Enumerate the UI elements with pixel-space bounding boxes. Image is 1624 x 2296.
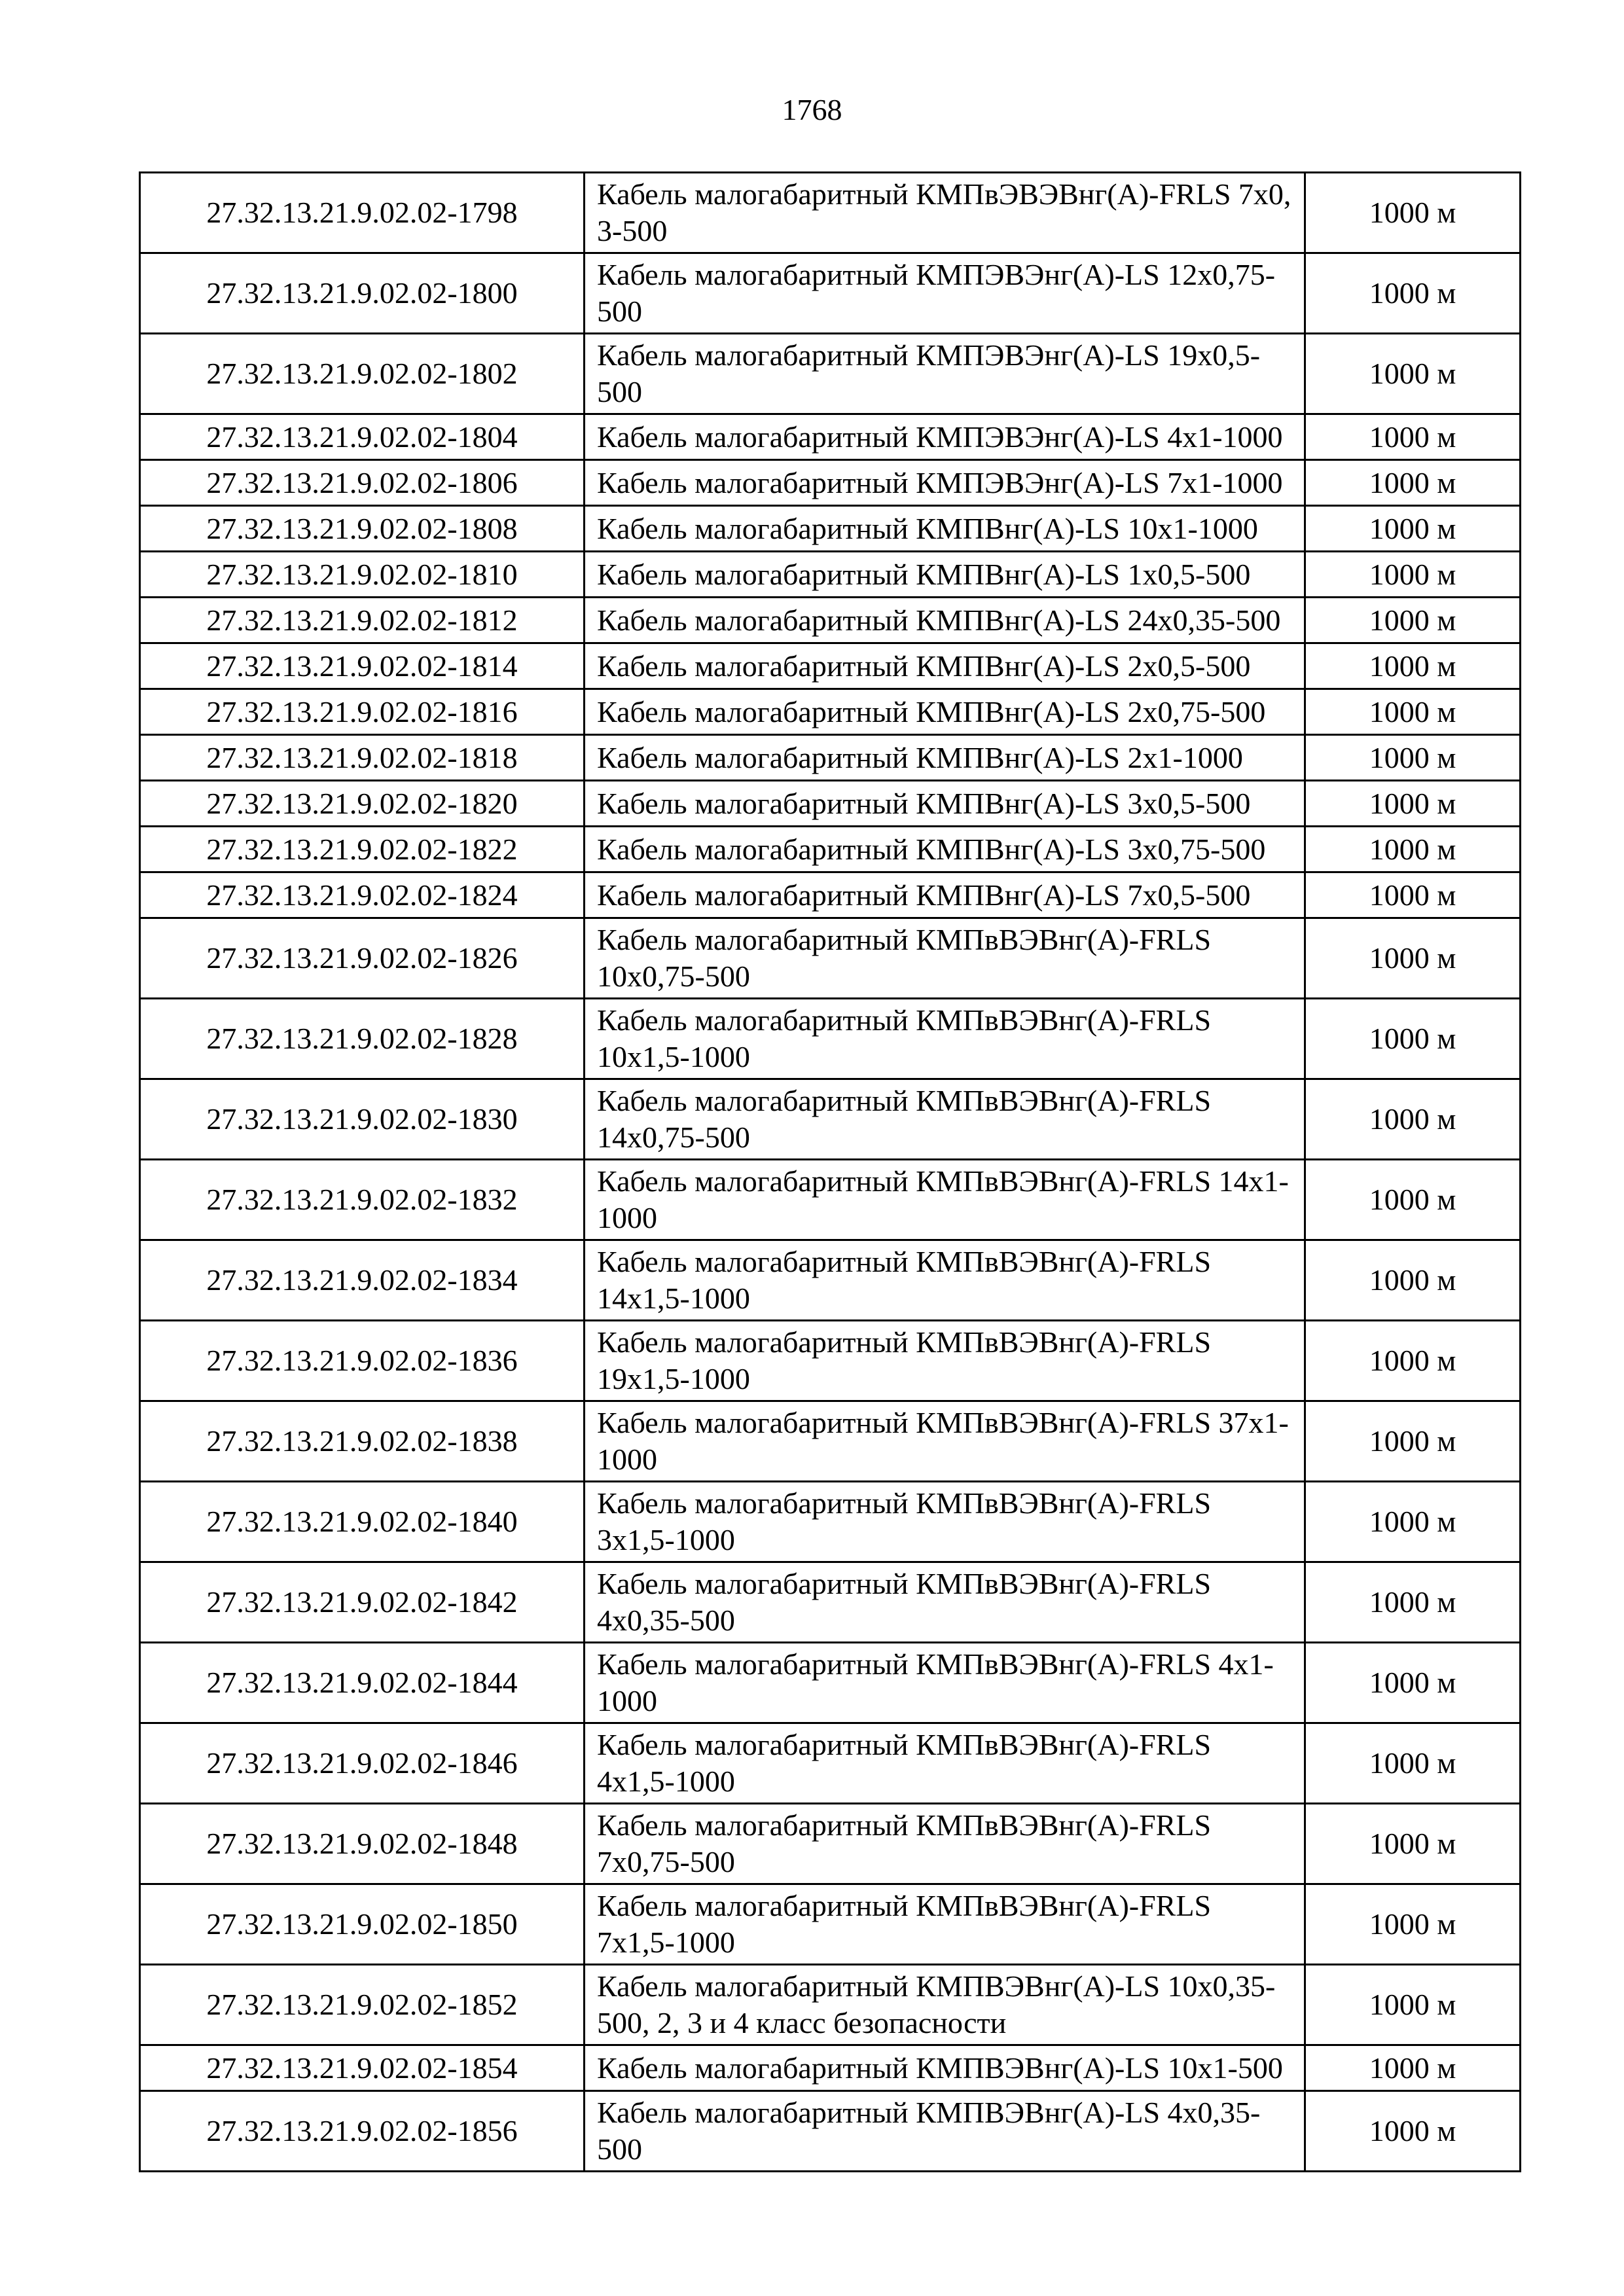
table-row xyxy=(140,643,1521,689)
item-name-cell: Кабель малогабаритный КМПВнг(А)-LS 3х0,75-500 xyxy=(585,827,1305,872)
item-code-cell: 27.32.13.21.9.02.02-1852 xyxy=(140,1965,585,2045)
item-unit-cell: 1000 м xyxy=(1305,918,1521,999)
table-row xyxy=(140,1884,1521,1965)
item-unit-cell: 1000 м xyxy=(1305,1240,1521,1321)
item-name-cell: Кабель малогабаритный КМПвВЭВнг(А)-FRLS 4х0,35-500 xyxy=(585,1562,1305,1643)
item-unit-cell: 1000 м xyxy=(1305,643,1521,689)
item-unit-cell: 1000 м xyxy=(1305,552,1521,598)
item-name-cell: Кабель малогабаритный КМПвВЭВнг(А)-FRLS 14х0,75-500 xyxy=(585,1079,1305,1160)
table-row xyxy=(140,918,1521,999)
table-row xyxy=(140,1482,1521,1562)
item-name-cell: Кабель малогабаритный КМПВнг(А)-LS 2х0,5-500 xyxy=(585,643,1305,689)
item-code-cell: 27.32.13.21.9.02.02-1822 xyxy=(140,827,585,872)
item-name-cell: Кабель малогабаритный КМПВнг(А)-LS 2х1-1000 xyxy=(585,735,1305,781)
item-name-cell: Кабель малогабаритный КМПЭВЭнг(А)-LS 12х0,75-500 xyxy=(585,253,1305,334)
item-code-cell: 27.32.13.21.9.02.02-1800 xyxy=(140,253,585,334)
item-code-cell: 27.32.13.21.9.02.02-1818 xyxy=(140,735,585,781)
item-code-cell: 27.32.13.21.9.02.02-1840 xyxy=(140,1482,585,1562)
table-row xyxy=(140,506,1521,552)
table-row xyxy=(140,253,1521,334)
item-unit-cell: 1000 м xyxy=(1305,1401,1521,1482)
table-row xyxy=(140,1321,1521,1401)
item-name-cell: Кабель малогабаритный КМПвВЭВнг(А)-FRLS 10х0,75-500 xyxy=(585,918,1305,999)
item-code-cell: 27.32.13.21.9.02.02-1838 xyxy=(140,1401,585,1482)
item-code-cell: 27.32.13.21.9.02.02-1816 xyxy=(140,689,585,735)
item-unit-cell: 1000 м xyxy=(1305,1804,1521,1884)
table-row xyxy=(140,1401,1521,1482)
item-code-cell: 27.32.13.21.9.02.02-1824 xyxy=(140,872,585,918)
table-row xyxy=(140,552,1521,598)
item-unit-cell: 1000 м xyxy=(1305,173,1521,253)
item-name-cell: Кабель малогабаритный КМПвЭВЭВнг(А)-FRLS 7х0, 3-500 xyxy=(585,173,1305,253)
item-code-cell: 27.32.13.21.9.02.02-1798 xyxy=(140,173,585,253)
table-row xyxy=(140,827,1521,872)
item-code-cell: 27.32.13.21.9.02.02-1832 xyxy=(140,1160,585,1240)
table-row xyxy=(140,2045,1521,2091)
table-row xyxy=(140,2091,1521,2172)
item-name-cell: Кабель малогабаритный КМПвВЭВнг(А)-FRLS 37х1-1000 xyxy=(585,1401,1305,1482)
item-code-cell: 27.32.13.21.9.02.02-1848 xyxy=(140,1804,585,1884)
table-row xyxy=(140,689,1521,735)
item-unit-cell: 1000 м xyxy=(1305,506,1521,552)
item-code-cell: 27.32.13.21.9.02.02-1834 xyxy=(140,1240,585,1321)
item-unit-cell: 1000 м xyxy=(1305,2045,1521,2091)
item-name-cell: Кабель малогабаритный КМПВнг(А)-LS 1х0,5-500 xyxy=(585,552,1305,598)
table-row xyxy=(140,735,1521,781)
item-code-cell: 27.32.13.21.9.02.02-1820 xyxy=(140,781,585,827)
item-code-cell: 27.32.13.21.9.02.02-1804 xyxy=(140,414,585,460)
item-code-cell: 27.32.13.21.9.02.02-1856 xyxy=(140,2091,585,2172)
item-name-cell: Кабель малогабаритный КМПвВЭВнг(А)-FRLS 3х1,5-1000 xyxy=(585,1482,1305,1562)
item-unit-cell: 1000 м xyxy=(1305,1643,1521,1723)
item-code-cell: 27.32.13.21.9.02.02-1808 xyxy=(140,506,585,552)
item-unit-cell: 1000 м xyxy=(1305,689,1521,735)
item-code-cell: 27.32.13.21.9.02.02-1828 xyxy=(140,999,585,1079)
item-name-cell: Кабель малогабаритный КМПвВЭВнг(А)-FRLS 10х1,5-1000 xyxy=(585,999,1305,1079)
table-row xyxy=(140,872,1521,918)
item-name-cell: Кабель малогабаритный КМПВнг(А)-LS 10х1-1000 xyxy=(585,506,1305,552)
item-code-cell: 27.32.13.21.9.02.02-1850 xyxy=(140,1884,585,1965)
item-name-cell: Кабель малогабаритный КМПвВЭВнг(А)-FRLS 14х1,5-1000 xyxy=(585,1240,1305,1321)
item-name-cell: Кабель малогабаритный КМПВнг(А)-LS 7х0,5-500 xyxy=(585,872,1305,918)
item-name-cell: Кабель малогабаритный КМПвВЭВнг(А)-FRLS 19х1,5-1000 xyxy=(585,1321,1305,1401)
table-row xyxy=(140,1643,1521,1723)
table-row xyxy=(140,1965,1521,2045)
table-row xyxy=(140,460,1521,506)
items-table xyxy=(139,171,1521,2172)
item-code-cell: 27.32.13.21.9.02.02-1814 xyxy=(140,643,585,689)
item-unit-cell: 1000 м xyxy=(1305,1562,1521,1643)
item-unit-cell: 1000 м xyxy=(1305,1482,1521,1562)
item-unit-cell: 1000 м xyxy=(1305,460,1521,506)
item-name-cell: Кабель малогабаритный КМПВЭВнг(А)-LS 4х0,35-500 xyxy=(585,2091,1305,2172)
item-unit-cell: 1000 м xyxy=(1305,1723,1521,1804)
item-unit-cell: 1000 м xyxy=(1305,414,1521,460)
item-code-cell: 27.32.13.21.9.02.02-1802 xyxy=(140,334,585,414)
item-unit-cell: 1000 м xyxy=(1305,1884,1521,1965)
item-code-cell: 27.32.13.21.9.02.02-1810 xyxy=(140,552,585,598)
item-unit-cell: 1000 м xyxy=(1305,827,1521,872)
table-row xyxy=(140,1240,1521,1321)
page-number: 1768 xyxy=(782,93,842,126)
item-name-cell: Кабель малогабаритный КМПвВЭВнг(А)-FRLS 4х1-1000 xyxy=(585,1643,1305,1723)
item-unit-cell: 1000 м xyxy=(1305,253,1521,334)
item-code-cell: 27.32.13.21.9.02.02-1854 xyxy=(140,2045,585,2091)
table-body xyxy=(140,173,1521,2172)
item-unit-cell: 1000 м xyxy=(1305,1160,1521,1240)
item-name-cell: Кабель малогабаритный КМПЭВЭнг(А)-LS 4х1-1000 xyxy=(585,414,1305,460)
table-row xyxy=(140,1723,1521,1804)
table-row xyxy=(140,1079,1521,1160)
item-unit-cell: 1000 м xyxy=(1305,334,1521,414)
item-name-cell: Кабель малогабаритный КМПВЭВнг(А)-LS 10х0,35-500, 2, 3 и 4 класс безопасности xyxy=(585,1965,1305,2045)
table-row xyxy=(140,173,1521,253)
item-code-cell: 27.32.13.21.9.02.02-1846 xyxy=(140,1723,585,1804)
item-code-cell: 27.32.13.21.9.02.02-1842 xyxy=(140,1562,585,1643)
item-unit-cell: 1000 м xyxy=(1305,1321,1521,1401)
item-unit-cell: 1000 м xyxy=(1305,999,1521,1079)
item-unit-cell: 1000 м xyxy=(1305,735,1521,781)
table-row xyxy=(140,999,1521,1079)
item-name-cell: Кабель малогабаритный КМПвВЭВнг(А)-FRLS 7х1,5-1000 xyxy=(585,1884,1305,1965)
item-name-cell: Кабель малогабаритный КМПВЭВнг(А)-LS 10х1-500 xyxy=(585,2045,1305,2091)
item-unit-cell: 1000 м xyxy=(1305,2091,1521,2172)
table-row xyxy=(140,1160,1521,1240)
item-unit-cell: 1000 м xyxy=(1305,1079,1521,1160)
item-name-cell: Кабель малогабаритный КМПВнг(А)-LS 3х0,5-500 xyxy=(585,781,1305,827)
item-code-cell: 27.32.13.21.9.02.02-1836 xyxy=(140,1321,585,1401)
table-row xyxy=(140,1562,1521,1643)
item-name-cell: Кабель малогабаритный КМПВнг(А)-LS 2х0,75-500 xyxy=(585,689,1305,735)
table-row xyxy=(140,1804,1521,1884)
item-name-cell: Кабель малогабаритный КМПЭВЭнг(А)-LS 7х1-1000 xyxy=(585,460,1305,506)
table-row xyxy=(140,334,1521,414)
item-name-cell: Кабель малогабаритный КМПВнг(А)-LS 24х0,35-500 xyxy=(585,598,1305,643)
item-code-cell: 27.32.13.21.9.02.02-1812 xyxy=(140,598,585,643)
item-unit-cell: 1000 м xyxy=(1305,781,1521,827)
item-name-cell: Кабель малогабаритный КМПвВЭВнг(А)-FRLS 4х1,5-1000 xyxy=(585,1723,1305,1804)
table-row xyxy=(140,414,1521,460)
item-name-cell: Кабель малогабаритный КМПЭВЭнг(А)-LS 19х0,5-500 xyxy=(585,334,1305,414)
item-name-cell: Кабель малогабаритный КМПвВЭВнг(А)-FRLS 7х0,75-500 xyxy=(585,1804,1305,1884)
item-unit-cell: 1000 м xyxy=(1305,872,1521,918)
item-code-cell: 27.32.13.21.9.02.02-1806 xyxy=(140,460,585,506)
item-unit-cell: 1000 м xyxy=(1305,1965,1521,2045)
item-name-cell: Кабель малогабаритный КМПвВЭВнг(А)-FRLS 14х1-1000 xyxy=(585,1160,1305,1240)
item-code-cell: 27.32.13.21.9.02.02-1830 xyxy=(140,1079,585,1160)
table-row xyxy=(140,781,1521,827)
item-code-cell: 27.32.13.21.9.02.02-1826 xyxy=(140,918,585,999)
item-unit-cell: 1000 м xyxy=(1305,598,1521,643)
table-row xyxy=(140,598,1521,643)
item-code-cell: 27.32.13.21.9.02.02-1844 xyxy=(140,1643,585,1723)
